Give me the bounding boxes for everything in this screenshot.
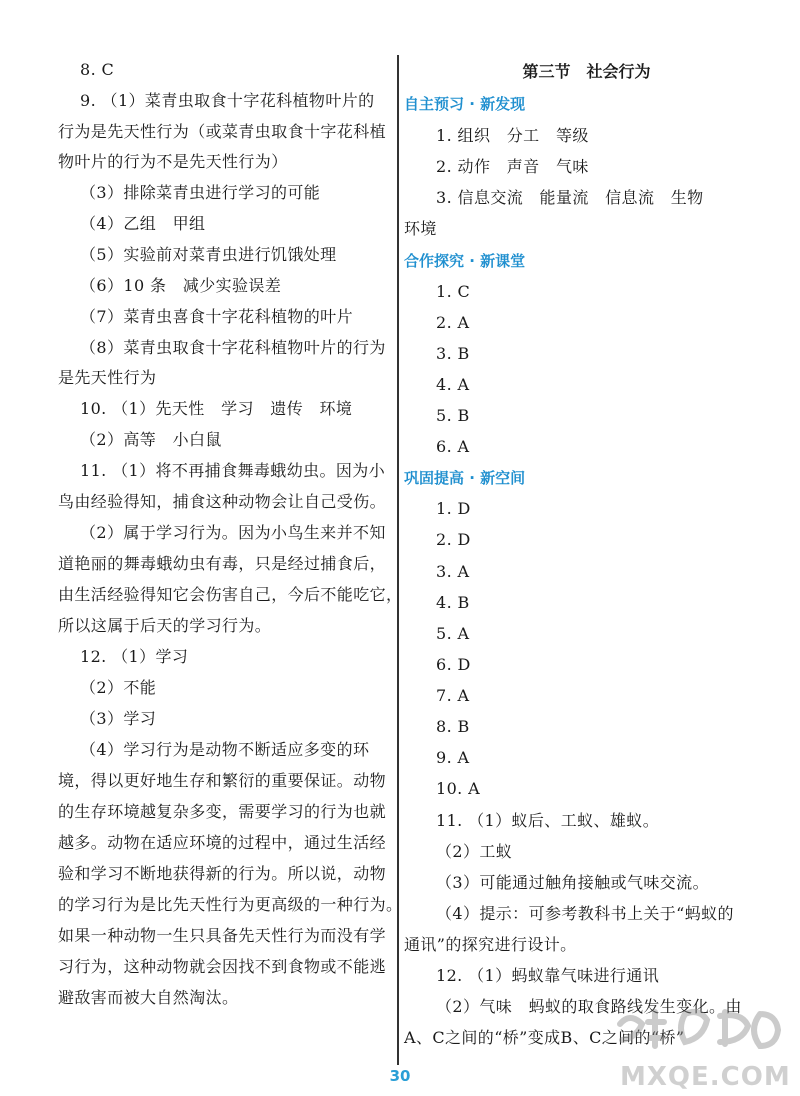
subsection-heading: 自主预习 · 新发现 — [404, 95, 526, 113]
answer-line: 5. A — [436, 624, 470, 643]
answer-line: 境，得以更好地生存和繁衍的重要保证。动物 — [58, 771, 387, 790]
answer-line: 2. A — [436, 313, 470, 332]
answer-line: 习行为，这种动物就会因找不到食物或不能逃 — [58, 957, 387, 976]
answer-line: 越多。动物在适应环境的过程中，通过生活经 — [58, 833, 387, 852]
answer-line: 5. B — [436, 406, 470, 425]
answer-line: 道艳丽的舞毒蛾幼虫有毒，只是经过捕食后， — [58, 554, 387, 573]
answer-line: 的学习行为是比先天性行为更高级的一种行为。 — [58, 895, 403, 914]
answer-line: A、C之间的“桥”变成B、C之间的“桥” — [404, 1028, 685, 1047]
answer-line: 2. D — [436, 530, 471, 549]
answer-line: 是先天性行为 — [58, 368, 157, 387]
watermark-text: MXQE.COM — [620, 1062, 791, 1092]
answer-line: 6. A — [436, 437, 470, 456]
answer-line: （7）菜青虫喜食十字花科植物的叶片 — [80, 307, 353, 326]
answer-line: （4）乙组 甲组 — [80, 214, 206, 233]
answer-line: 4. B — [436, 593, 470, 612]
answer-line: 鸟由经验得知，捕食这种动物会让自己受伤。 — [58, 492, 387, 511]
answer-line: 10. A — [436, 779, 481, 798]
answer-line: （3）学习 — [80, 709, 157, 728]
answer-line: （2）高等 小白鼠 — [80, 430, 222, 449]
answer-line: 环境 — [404, 219, 437, 238]
answer-line: 10. （1）先天性 学习 遗传 环境 — [80, 399, 353, 418]
answer-line: （2）不能 — [80, 678, 157, 697]
answer-line: 通讯”的探究进行设计。 — [404, 935, 577, 954]
answer-line: 3. 信息交流 能量流 信息流 生物 — [436, 188, 704, 207]
answer-line: （6）10 条 减少实验误差 — [80, 276, 282, 295]
subsection-heading: 巩固提高 · 新空间 — [404, 469, 526, 487]
answer-line: 6. D — [436, 655, 471, 674]
answer-line: 1. D — [436, 499, 471, 518]
subsection-heading: 合作探究 · 新课堂 — [404, 252, 526, 270]
answer-line: 11. （1）蚁后、工蚁、雄蚁。 — [436, 811, 660, 830]
answer-line: 1. 组织 分工 等级 — [436, 126, 589, 145]
answer-line: 验和学习不断地获得新的行为。所以说，动物 — [58, 864, 387, 883]
answer-line: 8. C — [80, 60, 115, 79]
answer-line: 11. （1）将不再捕食舞毒蛾幼虫。因为小 — [80, 461, 386, 480]
answer-line: （2）工蚁 — [436, 842, 513, 861]
answer-line: 3. B — [436, 344, 470, 363]
answer-line: 所以这属于后天的学习行为。 — [58, 616, 272, 635]
answer-line: （3）排除菜青虫进行学习的可能 — [80, 183, 321, 202]
answer-line: 12. （1）学习 — [80, 647, 189, 666]
answer-line: 由生活经验得知它会伤害自己，今后不能吃它， — [58, 585, 403, 604]
answer-line: 4. A — [436, 375, 470, 394]
section-title: 第三节 社会行为 — [522, 62, 651, 81]
page-number: 30 — [389, 1067, 411, 1085]
answer-line: 行为是先天性行为（或菜青虫取食十字花科植 — [58, 122, 387, 141]
answer-line: 8. B — [436, 717, 470, 736]
answer-line: 物叶片的行为不是先天性行为） — [58, 152, 288, 171]
answer-line: 3. A — [436, 562, 470, 581]
answer-line: 1. C — [436, 282, 471, 301]
answer-line: 12. （1）蚂蚁靠气味进行通讯 — [436, 966, 660, 985]
answer-line: 的生存环境越复杂多变，需要学习的行为也就 — [58, 802, 387, 821]
answer-line: 避敌害而被大自然淘汰。 — [58, 988, 239, 1007]
answer-line: 7. A — [436, 686, 470, 705]
answer-line: （4）提示：可参考教科书上关于“蚂蚁的 — [436, 904, 734, 923]
answer-line: （8）菜青虫取食十字花科植物叶片的行为 — [80, 338, 386, 357]
answer-line: （3）可能通过触角接触或气味交流。 — [436, 873, 709, 892]
answer-line: 9. （1）菜青虫取食十字花科植物叶片的 — [80, 91, 375, 110]
answer-line: （2）属于学习行为。因为小鸟生来并不知 — [80, 523, 386, 542]
answer-line: （4）学习行为是动物不断适应多变的环 — [80, 740, 370, 759]
answer-line: 2. 动作 声音 气味 — [436, 157, 589, 176]
answer-line: （2）气味 蚂蚁的取食路线发生变化。由 — [436, 997, 742, 1016]
answer-line: （5）实验前对菜青虫进行饥饿处理 — [80, 245, 337, 264]
answer-line: 9. A — [436, 748, 470, 767]
answer-line: 如果一种动物一生只具备先天性行为而没有学 — [58, 926, 387, 945]
